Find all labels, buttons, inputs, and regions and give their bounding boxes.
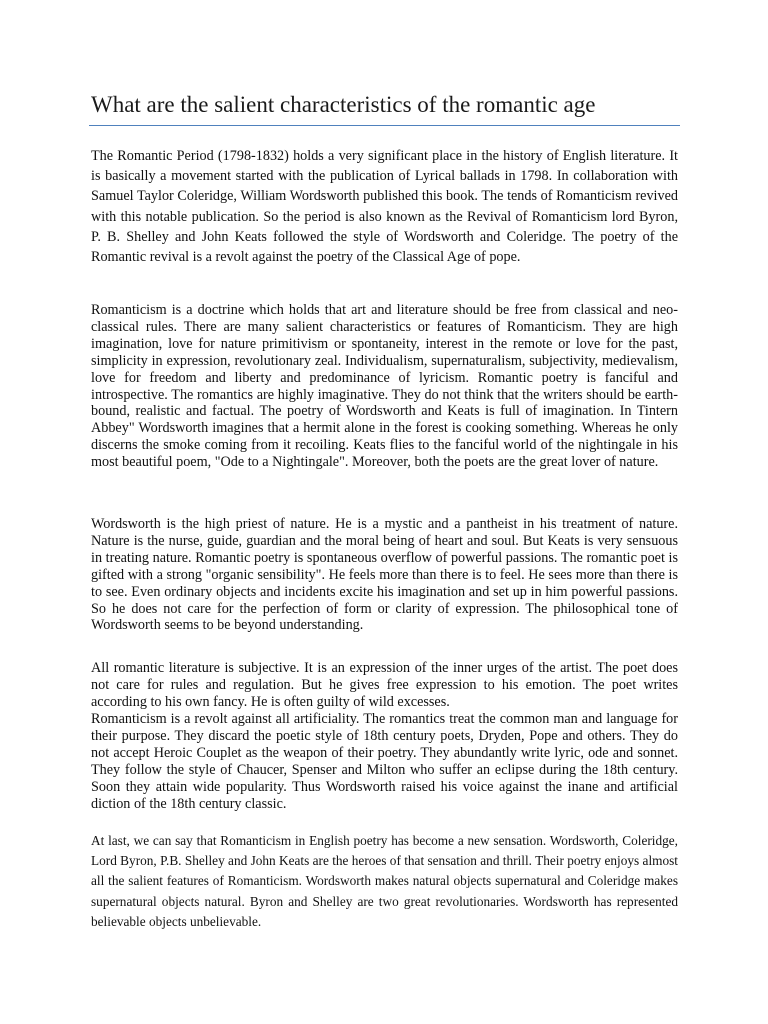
paragraph-romantic-period: The Romantic Period (1798-1832) holds a very significant place in the history of English literature. It is basically a movement started with the publication of Lyrical ballads in 1798. In collaboration with Samuel Taylor Coleridge, William Wordsworth published this book. The tends of Romanticism revived with this notable publication. So the period is also known as the Revival of Romanticism lord Byron, P. B. Shelley and John Keats followed the style of Wordsworth and Coleridge. The poetry of the Romantic revival is a revolt against the poetry of the Classical Age of pope. <box>91 148 678 266</box>
paragraph-artificiality-revolt: Romanticism is a revolt against all artificiality. The romantics treat the common man and language for their purpose. They discard the poetic style of 18th century poets, Dryden, Pope and others. They do not accept Heroic Couplet as the weapon of their poetry. They abundantly write lyric, ode and sonnet. They follow the style of Chaucer, Spenser and Milton who suffer an eclipse during the 18th century. Soon they attain wide popularity. Thus Wordsworth raised his voice against the inane and artificial diction of the 18th century classic. <box>91 711 678 812</box>
paragraph-subjectivity: All romantic literature is subjective. It is an expression of the inner urges of the artist. The poet does not care for rules and regulation. But he gives free expression to his emotion. The poet writes according to his own fancy. He is often guilty of wild excesses. <box>91 660 678 710</box>
paragraph-romanticism-doctrine: Romanticism is a doctrine which holds that art and literature should be free from classical and neo-classical rules. There are many salient characteristics or features of Romanticism. They are high imagination, love for nature primitivism or spontaneity, interest in the remote or love for the past, simplicity in expression, revolutionary zeal. Individualism, supernaturalism, subjectivity, medievalism, love for freedom and liberty and predominance of lyricism. Romantic poetry is fanciful and introspective. The romantics are highly imaginative. They do not think that the writers should be earth-bound, realistic and factual. The poetry of Wordsworth and Keats is full of imagination. In Tintern Abbey" Wordsworth imagines that a hermit alone in the forest is cooking something. Whereas he only discerns the smoke coming from it recoiling. Keats flies to the fanciful world of the nightingale in his most beautiful poem, "Ode to a Nightingale". Moreover, both the poets are the great lover of nature. <box>91 302 678 471</box>
paragraph-conclusion: At last, we can say that Romanticism in English poetry has become a new sensation. Wordsworth, Coleridge, Lord Byron, P.B. Shelley and John Keats are the heroes of that sensation and thrill. Their poetry enjoys almost all the salient features of Romanticism. Wordsworth makes natural objects supernatural and Coleridge makes supernatural objects natural. Byron and Shelley are two great revolutionaries. Wordsworth has represented believable objects unbelievable. <box>91 833 678 929</box>
document-title: What are the salient characteristics of the romantic age <box>91 92 596 117</box>
title-underline <box>89 125 680 126</box>
paragraph-wordsworth-nature: Wordsworth is the high priest of nature. He is a mystic and a pantheist in his treatment of nature. Nature is the nurse, guide, guardian and the moral being of heart and soul. But Keats is very sensuous in treating nature. Romantic poetry is spontaneous overflow of powerful passions. The romantic poet is gifted with a strong "organic sensibility". He feels more than there is to feel. He sees more than there is to see. Even ordinary objects and incidents excite his imagination and set up in him powerful passions. So he does not care for the perfection of form or clarity of expression. The philosophical tone of Wordsworth seems to be beyond understanding. <box>91 516 678 634</box>
